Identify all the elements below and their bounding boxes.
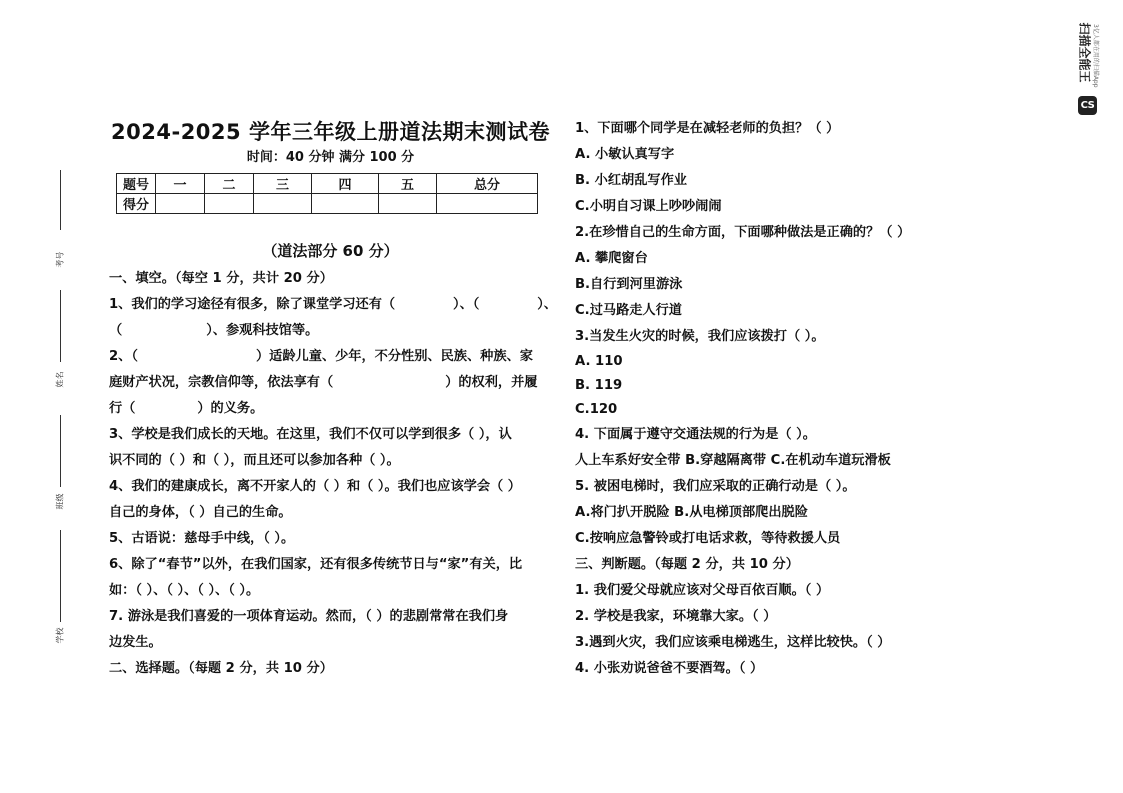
- watermark-app-name: 扫描全能王: [1077, 22, 1092, 83]
- question-line: 自己的身体，（ ）自己的生命。: [109, 505, 292, 520]
- score-cell[interactable]: [312, 194, 379, 214]
- answer-option: C.小明自习课上吵吵闹闹: [575, 199, 722, 214]
- right-column: [575, 116, 1015, 682]
- score-table-cell: 四: [312, 174, 379, 194]
- question-line: 7. 游泳是我们喜爱的一项体育运动。然而，（ ）的悲剧常常在我们身: [109, 609, 509, 624]
- answer-option: B.自行到河里游泳: [575, 277, 683, 292]
- score-cell[interactable]: [379, 194, 437, 214]
- question-line: 2. 学校是我家，环境靠大家。（ ）: [575, 609, 777, 624]
- question-line: [109, 292, 557, 318]
- question-line: 3.当发生火灾的时候，我们应该拨打（ ）。: [575, 329, 825, 344]
- score-table-cell: 一: [156, 174, 205, 194]
- part1-heading: 一、填空。（每空 1 分，共计 20 分）: [109, 271, 333, 286]
- question-line: 1. 我们爱父母就应该对父母百依百顺。（ ）: [575, 583, 830, 598]
- answer-option: A. 小敏认真写字: [575, 147, 675, 162]
- page-title: 2024-2025 学年三年级上册道法期末测试卷: [111, 120, 550, 144]
- question-line: 4. 小张劝说爸爸不要酒驾。（ ）: [575, 661, 764, 676]
- question-text: ）适龄儿童、少年，不分性别、民族、种族、家: [255, 349, 533, 364]
- binding-line: [60, 415, 61, 487]
- binding-line: [60, 290, 61, 362]
- question-text: ）、（: [452, 297, 480, 312]
- question-line: 2.在珍惜自己的生命方面，下面哪种做法是正确的？（ ）: [575, 225, 911, 240]
- question-text: ）的义务。: [197, 401, 264, 416]
- score-cell[interactable]: [437, 194, 538, 214]
- question-text: 行（: [109, 401, 136, 416]
- question-line: 1、下面哪个同学是在减轻老师的负担？（ ）: [575, 121, 840, 136]
- answer-option: 人上车系好安全带 B.穿越隔离带 C.在机动车道玩滑板: [575, 453, 891, 468]
- score-cell[interactable]: [205, 194, 254, 214]
- answer-option: C.按响应急警铃或打电话求救，等待救援人员: [575, 531, 841, 546]
- binding-label-exam-number: 考号: [55, 251, 65, 268]
- answer-option: B. 小红胡乱写作业: [575, 173, 687, 188]
- score-table-cell: 总分: [437, 174, 538, 194]
- binding-line: [60, 170, 61, 230]
- question-text: 1、我们的学习途径有很多，除了课堂学习还有（: [109, 297, 396, 312]
- score-table: [116, 173, 538, 214]
- binding-label-name: 姓名: [55, 371, 65, 388]
- answer-option: A. 110: [575, 354, 623, 369]
- watermark-logo-icon: CS: [1078, 96, 1097, 115]
- answer-option: A. 攀爬窗台: [575, 251, 648, 266]
- question-text: ）、参观科技馆等。: [206, 323, 319, 338]
- question-line: 3.遇到火灾，我们应该乘电梯逃生，这样比较快。（ ）: [575, 635, 891, 650]
- binding-margin: [46, 170, 76, 670]
- question-line: [109, 318, 557, 344]
- score-table-cell: 得分: [117, 194, 156, 214]
- question-text: （: [109, 323, 123, 338]
- score-table-cell: 二: [205, 174, 254, 194]
- question-line: [109, 370, 557, 396]
- question-line: 识不同的（ ）和（ ），而且还可以参加各种（ ）。: [109, 453, 400, 468]
- question-line: 边发生。: [109, 635, 162, 650]
- question-text: ）的权利，并履: [445, 375, 538, 390]
- question-line: [109, 344, 557, 370]
- answer-option: A.将门扒开脱险 B.从电梯顶部爬出脱险: [575, 505, 808, 520]
- scanner-watermark: [1068, 14, 1108, 114]
- answer-option: C.120: [575, 402, 618, 417]
- question-line: 5、古语说：慈母手中线，（ ）。: [109, 531, 295, 546]
- binding-label-school: 学校: [55, 627, 65, 644]
- question-text: ）、: [537, 297, 557, 312]
- question-line: [109, 396, 557, 422]
- question-text: 庭财产状况，宗教信仰等，依法享有（: [109, 375, 334, 390]
- part2-heading: 二、选择题。（每题 2 分，共 10 分）: [109, 661, 333, 676]
- score-cell[interactable]: [254, 194, 312, 214]
- answer-option: C.过马路走人行道: [575, 303, 682, 318]
- question-line: 4、我们的建康成长，离不开家人的（ ）和（ ）。我们也应该学会（ ）: [109, 479, 521, 494]
- question-line: 4. 下面属于遵守交通法规的行为是（ ）。: [575, 427, 816, 442]
- question-line: 5. 被困电梯时，我们应采取的正确行动是（ ）。: [575, 479, 856, 494]
- score-table-score-row: [117, 194, 538, 214]
- score-table-cell: 题号: [117, 174, 156, 194]
- question-line: 3、学校是我们成长的天地。在这里，我们不仅可以学到很多（ ），认: [109, 427, 512, 442]
- answer-option: B. 119: [575, 378, 623, 393]
- watermark-tagline: 3亿人都在用的扫描App: [1092, 24, 1099, 88]
- score-table-header-row: [117, 174, 538, 194]
- section-title: （道法部分 60 分）: [262, 242, 399, 260]
- exam-time-and-score: 时间：40 分钟 满分 100 分: [246, 150, 415, 165]
- binding-label-class: 班级: [55, 493, 65, 510]
- left-column: [109, 266, 557, 682]
- part3-heading: 三、判断题。（每题 2 分，共 10 分）: [575, 557, 799, 572]
- score-cell[interactable]: [156, 194, 205, 214]
- score-table-cell: 五: [379, 174, 437, 194]
- question-text: 2、（: [109, 349, 138, 364]
- score-table-cell: 三: [254, 174, 312, 194]
- question-line: 如：（ ）、（ ）、（ ）、（ ）。: [109, 583, 260, 598]
- question-line: 6、除了“春节”以外，在我们国家，还有很多传统节日与“家”有关，比: [109, 557, 523, 572]
- binding-line: [60, 530, 61, 622]
